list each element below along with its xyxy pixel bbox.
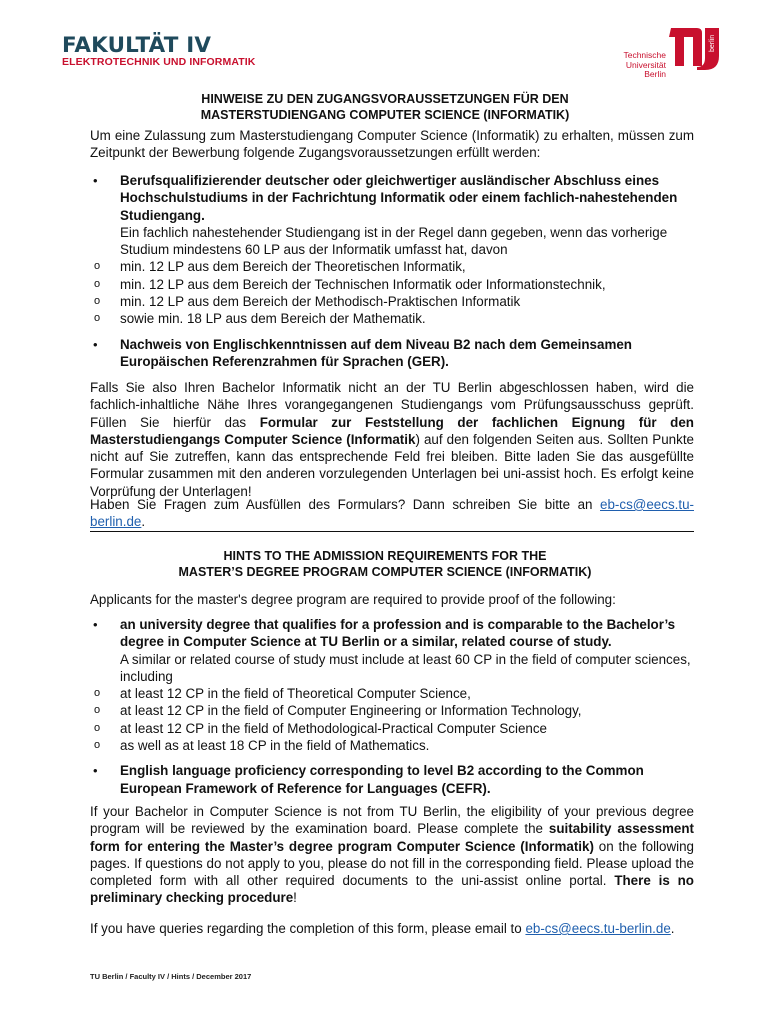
bullet-icon: • [93, 763, 98, 779]
english-requirements-list [90, 616, 694, 797]
university-name: Technische Universität Berlin [623, 50, 666, 79]
german-contact: Haben Sie Fragen zum Ausfüllen des Formulars? Dann schreiben Sie bitte an eb-cs@eecs.tu-berlin.de. [90, 497, 694, 530]
svg-text:berlin: berlin [709, 34, 716, 52]
page-footer: TU Berlin / Faculty IV / Hints / December 2017 [90, 972, 252, 981]
english-contact: If you have queries regarding the completion of this form, please email to eb-cs@eecs.tu-berlin.de. [90, 921, 675, 936]
sub-item: o min. 12 LP aus dem Bereich der Theoretischen Informatik, [94, 259, 466, 275]
bullet-icon: • [93, 336, 98, 352]
section-divider [90, 531, 694, 532]
circle-bullet-icon: o [94, 295, 101, 308]
faculty-logo [62, 34, 255, 68]
faculty-title: FAKULTÄT IV [62, 33, 212, 57]
german-requirement-degree [90, 172, 694, 328]
circle-bullet-icon: o [94, 260, 101, 273]
requirement-title: an university degree that qualifies for a profession and is comparable to the Bachelor’s degree in Computer Science at TU Berlin or a similar, related course of study. [120, 617, 676, 650]
german-heading: HINWEISE ZU DEN ZUGANGSVORAUSSETZUNGEN FÜR DEN MASTERSTUDIENGANG COMPUTER SCIENCE (INFORMATIK) [200, 92, 570, 122]
english-intro: Applicants for the master's degree program are required to provide proof of the following: [90, 592, 616, 607]
tu-berlin-logo [622, 26, 722, 79]
sub-item: o min. 12 LP aus dem Bereich der Technischen Informatik oder Informationstechnik, [94, 276, 606, 292]
credit-sublist [90, 685, 694, 754]
sub-item: o at least 12 CP in the field of Computer Engineering or Information Technology, [94, 703, 582, 719]
bullet-icon: • [93, 173, 98, 188]
circle-bullet-icon: o [94, 739, 101, 752]
requirement-title: Berufsqualifizierender deutscher oder gleichwertiger ausländischer Abschluss eines Hochschulstudiums in der Fachrichtung Informatik oder einem fachlich-nahestehenden Studiengang. [120, 173, 678, 223]
german-requirements-list [90, 172, 694, 370]
bullet-icon: • [93, 617, 98, 632]
circle-bullet-icon: o [94, 687, 101, 700]
sub-item: o min. 12 LP aus dem Bereich der Methodisch-Praktischen Informatik [94, 294, 521, 310]
requirement-text: A similar or related course of study must include at least 60 CP in the field of computer sciences, including [120, 651, 691, 684]
circle-bullet-icon: o [94, 721, 101, 734]
english-requirement-degree [90, 616, 694, 754]
sub-item: o at least 12 CP in the field of Theoretical Computer Science, [94, 686, 471, 702]
german-requirement-english [90, 336, 694, 371]
tu-logo-icon [669, 26, 721, 72]
english-procedure-paragraph: If your Bachelor in Computer Science is not from TU Berlin, the eligibility of your previous degree program will be reviewed by the examination board. Please complete the suitability assessment form for entering the Master’s degree program Computer Science (Informatik) on the following pages. If questions do not apply to you, please do not fill in the corresponding field. Please upload the completed form with all other required documents to the uni-assist online portal. There is no preliminary checking procedure! [90, 804, 695, 906]
email-link-english[interactable]: eb-cs@eecs.tu-berlin.de [525, 921, 671, 936]
email-link-german[interactable]: eb-cs@eecs.tu-berlin.de [90, 497, 694, 530]
sub-item: o sowie min. 18 LP aus dem Bereich der Mathematik. [94, 311, 426, 327]
faculty-subtitle: ELEKTROTECHNIK UND INFORMATIK [62, 56, 256, 68]
circle-bullet-icon: o [94, 312, 101, 325]
german-intro: Um eine Zulassung zum Masterstudiengang Computer Science (Informatik) zu erhalten, müssen zum Zeitpunkt der Bewerbung folgende Zugangsvoraussetzungen erfüllt werden: [90, 128, 694, 161]
english-requirement-language [90, 762, 694, 797]
german-procedure-paragraph: Falls Sie also Ihren Bachelor Informatik nicht an der TU Berlin abgeschlossen haben, wird die fachlich-inhaltliche Nähe Ihres vorangegangenen Studiengangs vom Prüfungsausschuss geprüft. Füllen Sie hierfür das Formular zur Feststellung der fachlichen Eignung für den Masterstudiengangs Computer Science (Informatik) auf den folgenden Seiten aus. Sollten Punkte nicht auf Sie zutreffen, kann das entsprechende Feld frei bleiben. Bitte laden Sie das ausgefüllte Formular zusammen mit den anderen vorzulegenden Unterlagen bei uni-assist hoch. Es erfolgt keine Vorprüfung der Unterlagen! [90, 380, 694, 499]
sub-item: o as well as at least 18 CP in the field of Mathematics. [94, 738, 430, 754]
requirement-title: English language proficiency corresponding to level B2 according to the Common European Framework of Reference for Languages (CEFR). [120, 763, 644, 796]
requirement-title: Nachweis von Englischkenntnissen auf dem Niveau B2 nach dem Gemeinsamen Europäischen Referenzrahmen für Sprachen (GER). [120, 336, 632, 369]
circle-bullet-icon: o [94, 277, 101, 290]
requirement-text: Ein fachlich nahestehender Studiengang ist in der Regel dann gegeben, wenn das vorherige Studium mindestens 60 LP aus der Informatik umfasst hat, davon [120, 224, 668, 258]
sub-item: o at least 12 CP in the field of Methodological-Practical Computer Science [94, 720, 547, 736]
english-heading: HINTS TO THE ADMISSION REQUIREMENTS FOR THE MASTER’S DEGREE PROGRAM COMPUTER SCIENCE (INFORMATIK) [178, 549, 592, 579]
circle-bullet-icon: o [94, 704, 101, 717]
credit-sublist [90, 258, 694, 327]
